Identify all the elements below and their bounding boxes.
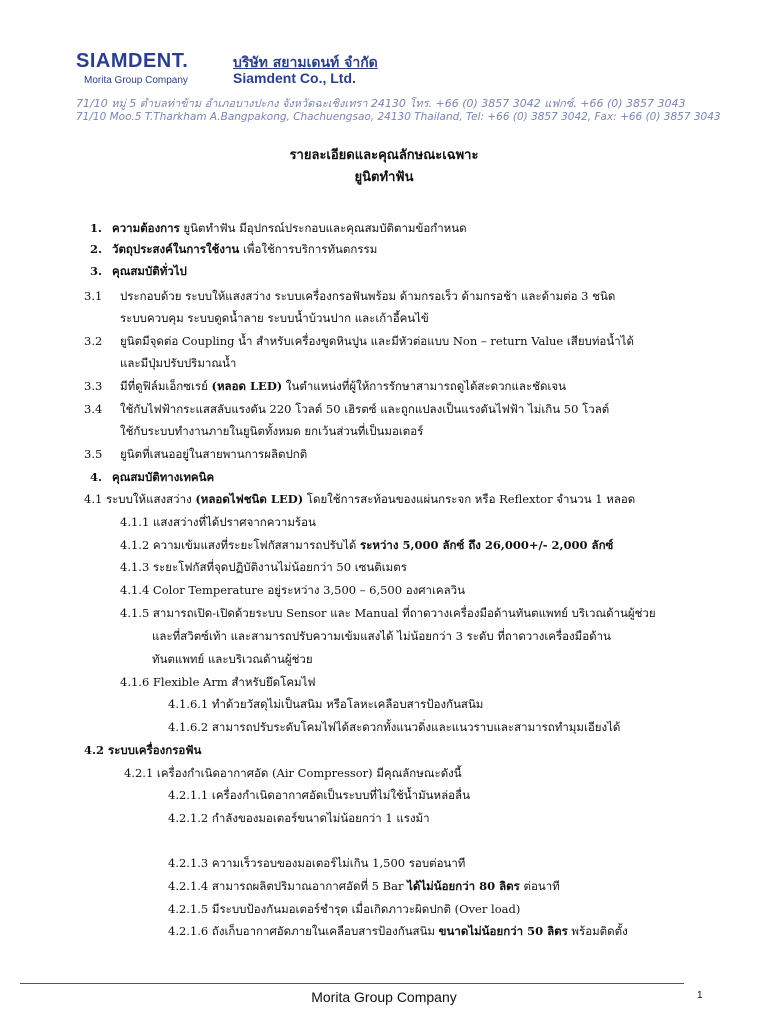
section-number: 2. — [90, 242, 103, 256]
item-4-2-1-5: 4.2.1.5 มีระบบป้องกันมอเตอร์ชำรุด เมื่อเกิดภาวะผิดปกติ (Over load) — [168, 902, 521, 916]
brand-subtitle: Morita Group Company — [84, 75, 188, 86]
brand-name: SIAMDENT. — [76, 50, 189, 72]
company-name-english: Siamdent Co., Ltd. — [233, 70, 356, 86]
item-text: 4.2.1.6 ถังเก็บอากาศอัดภายในเคลือบสารป้องกันสนิม — [168, 924, 439, 938]
item-4-1 — [84, 493, 635, 507]
address-thai: 71/10 หมู่ 5 ตำบลท่าข้าม อำเภอบางปะกง จังหวัดฉะเชิงเทรา 24130 โทร. +66 (0) 3857 3042 แฟกซ์. +66 (0) 3857 3043 — [76, 97, 686, 110]
section-3 — [90, 265, 187, 279]
document-title: รายละเอียดและคุณลักษณะเฉพาะ — [289, 148, 479, 163]
section-1 — [90, 222, 467, 236]
section-number: 1. — [90, 221, 103, 235]
item-3-5 — [84, 448, 307, 462]
item-4-1-5: 4.1.5 สามารถเปิด-เปิดด้วยระบบ Sensor และ Manual ที่ถาดวางเครื่องมือด้านทันตแพทย์ บริเวณด้านผู้ช่วย — [120, 606, 656, 620]
item-number: 3.1 — [84, 289, 103, 303]
item-4-2-1-2: 4.2.1.2 กำลังของมอเตอร์ขนาดไม่น้อยกว่า 1 แรงม้า — [168, 811, 430, 825]
item-number: 3.3 — [84, 379, 103, 393]
item-text: มีที่ดูฟิล์มเอ็กซเรย์ — [120, 379, 212, 393]
item-4-1-5-cont: และที่สวิตซ์เท้า และสามารถปรับความเข้มแสงได้ ไม่น้อยกว่า 3 ระดับ ที่ถาดวางเครื่องมือด้าน — [152, 629, 611, 643]
item-4-1-2 — [120, 539, 613, 553]
section-heading: วัตถุประสงค์ในการใช้งาน — [112, 242, 240, 256]
item-4-2-1-3: 4.2.1.3 ความเร็วรอบของมอเตอร์ไม่เกิน 1,500 รอบต่อนาที — [168, 856, 466, 870]
item-4-1-6: 4.1.6 Flexible Arm สำหรับยึดโคมไฟ — [120, 675, 316, 689]
section-heading: ความต้องการ — [112, 221, 180, 235]
item-number: 3.2 — [84, 334, 103, 348]
page-number: 1 — [697, 990, 703, 1001]
item-4-2-1-1: 4.2.1.1 เครื่องกำเนิดอากาศอัดเป็นระบบที่ไม่ใช้น้ำมันหล่อลื่น — [168, 788, 470, 802]
item-4-1-6-2: 4.1.6.2 สามารถปรับระดับโคมไฟได้สะดวกทั้งแนวดิ่งและแนวราบและสามารถทำมุมเอียงได้ — [168, 720, 621, 734]
item-4-1-5-cont-2: ทันตแพทย์ และบริเวณด้านผู้ช่วย — [152, 652, 313, 666]
item-3-1-cont: ระบบควบคุม ระบบดูดน้ำลาย ระบบน้ำบ้วนปาก และเก้าอี้คนไข้ — [120, 311, 429, 325]
company-name-thai: บริษัท สยามเดนท์ จำกัด — [233, 55, 378, 71]
item-text-2: ต่อนาที — [519, 879, 560, 893]
item-3-4 — [84, 403, 609, 417]
section-text: ยูนิตทำฟัน มีอุปกรณ์ประกอบและคุณสมบัติตามข้อกำหนด — [179, 221, 467, 235]
item-text: ประกอบด้วย ระบบให้แสงสว่าง ระบบเครื่องกรอฟันพร้อม ด้ามกรอเร็ว ด้ามกรอช้า และด้ามต่อ 3 ชนิด — [120, 289, 616, 303]
section-number: 3. — [90, 264, 103, 278]
address-english: 71/10 Moo.5 T.Tharkham A.Bangpakong, Chachuengsao, 24130 Thailand, Tel: +66 (0) 3857 3042, Fax: +66 (0) 3857 3043 — [76, 111, 721, 123]
item-text-2: โดยใช้การสะท้อนของแผ่นกระจก หรือ Reflextor จำนวน 1 หลอด — [303, 492, 636, 506]
item-4-1-4: 4.1.4 Color Temperature อยู่ระหว่าง 3,500 – 6,500 องศาเคลวิน — [120, 583, 465, 597]
item-3-3 — [84, 380, 566, 394]
footer-divider — [20, 983, 684, 984]
item-4-2-1-4 — [168, 880, 560, 894]
item-4-2-1-6 — [168, 925, 628, 939]
section-heading: คุณสมบัติทั่วไป — [112, 264, 187, 278]
item-3-1 — [84, 290, 615, 304]
item-3-2-cont: และมีปุ่มปรับปริมาณน้ำ — [120, 356, 237, 370]
item-4-1-1: 4.1.1 แสงสว่างที่ได้ปราศจากความร้อน — [120, 515, 316, 529]
item-number: 3.4 — [84, 402, 103, 416]
item-text: ใช้กับไฟฟ้ากระแสสลับแรงดัน 220 โวลต์ 50 เฮิรตซ์ และถูกแปลงเป็นแรงดันไฟฟ้า ไม่เกิน 50 โวลต์ — [120, 402, 610, 416]
item-bold: ได้ไม่น้อยกว่า 80 ลิตร — [407, 879, 520, 893]
footer-company: Morita Group Company — [311, 989, 457, 1005]
item-bold: (หลอดไฟชนิด LED) — [195, 492, 304, 506]
section-2 — [90, 243, 377, 257]
item-bold: ขนาดไม่น้อยกว่า 50 ลิตร — [438, 924, 568, 938]
section-4 — [90, 471, 214, 485]
item-text: 4.1 ระบบให้แสงสว่าง — [84, 492, 196, 506]
item-3-4-cont: ใช้กับระบบทำงานภายในยูนิตทั้งหมด ยกเว้นส่วนที่เป็นมอเตอร์ — [120, 424, 424, 438]
item-bold: ระหว่าง 5,000 ลักซ์ ถึง 26,000+/- 2,000 ลักซ์ — [360, 538, 614, 552]
item-4-1-6-1: 4.1.6.1 ทำด้วยวัสดุไม่เป็นสนิม หรือโลหะเคลือบสารป้องกันสนิม — [168, 697, 484, 711]
item-text: 4.1.2 ความเข้มแสงที่ระยะโฟกัสสามารถปรับได้ — [120, 538, 361, 552]
item-text: ยูนิตที่เสนออยู่ในสายพานการผลิตปกติ — [120, 447, 308, 461]
item-4-1-3: 4.1.3 ระยะโฟกัสที่จุดปฏิบัติงานไม่น้อยกว่า 50 เซนติเมตร — [120, 560, 407, 574]
section-text: เพื่อใช้การบริการทันตกรรม — [239, 242, 378, 256]
item-bold: (หลอด LED) — [211, 379, 283, 393]
item-4-2: 4.2 ระบบเครื่องกรอฟัน — [84, 743, 202, 757]
document-subtitle: ยูนิตทำฟัน — [354, 170, 414, 185]
item-4-2-1: 4.2.1 เครื่องกำเนิดอากาศอัด (Air Compressor) มีคุณลักษณะดังนี้ — [124, 766, 462, 780]
item-number: 3.5 — [84, 447, 103, 461]
item-text-2: ในตำแหน่งที่ผู้ให้การรักษาสามารถดูได้สะดวกและชัดเจน — [282, 379, 566, 393]
item-text: ยูนิตมีจุดต่อ Coupling น้ำ สำหรับเครื่องขูดหินปูน และมีหัวต่อแบบ Non – return Value เสียบท่อน้ำได้ — [120, 334, 634, 348]
item-text: 4.2.1.4 สามารถผลิตปริมาณอากาศอัดที่ 5 Bar — [168, 879, 408, 893]
item-text-2: พร้อมติดตั้ง — [567, 924, 628, 938]
section-number: 4. — [90, 470, 103, 484]
item-3-2 — [84, 335, 634, 349]
section-heading: คุณสมบัติทางเทคนิค — [112, 470, 215, 484]
